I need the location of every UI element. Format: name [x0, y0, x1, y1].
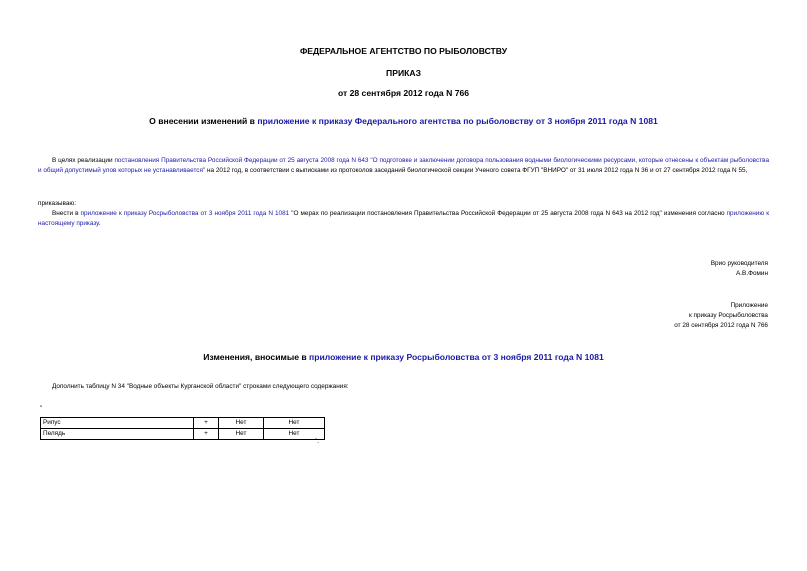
instruction-text: Дополнить таблицу N 34 "Водные объекты Курганской области" строками следующего содержания:: [52, 383, 349, 390]
doc-type: ПРИКАЗ: [386, 68, 421, 78]
doc-date: от 28 сентября 2012 года N 766: [337, 88, 470, 98]
table-cell-value: Нет: [219, 429, 264, 440]
appendix-date: от 28 сентября 2012 года N 766: [674, 322, 768, 329]
table-cell-mark: +: [194, 418, 219, 429]
table-cell-species: Пелядь: [41, 429, 194, 440]
signature-name: А.В.Фомин: [736, 270, 768, 277]
preamble-text-2: на 2012 год, в соответствии с выписками из протоколов заседаний биологической секции Ученого совета ФГУП "ВНИРО" от 31 июля 2012 года N 36 и от 27 сентября 2012 года N 55,: [205, 167, 748, 174]
agency-name: ФЕДЕРАЛЬНОЕ АГЕНТСТВО ПО РЫБОЛОВСТВУ: [299, 46, 508, 56]
table-cell-species: Рипус: [41, 418, 194, 429]
preamble-link[interactable]: постановления Правительства Российской Федерации от 25 августа 2008 года N 643 "О подготовке и заключении договора пользования водными биологическими ресурсами, которые отнесены к объектам рыболовства и общий допустимый улов которых не устанавливается": [38, 157, 769, 174]
quote-close: ".: [315, 438, 320, 445]
appendix-to: к приказу Росрыболовства: [688, 312, 768, 319]
table-cell-value: Нет: [264, 429, 325, 440]
table-row: [41, 429, 325, 440]
changes-title: [0, 352, 807, 362]
order-text-2: "О мерах по реализации постановления Правительства Российской Федерации от 25 августа 2008 года N 643 на 2012 год" изменения согласно: [289, 210, 727, 217]
signature-position: Врио руководителя: [710, 260, 768, 267]
changes-title-prefix: Изменения, вносимые в: [203, 352, 310, 362]
changes-title-link[interactable]: приложение к приказу Росрыболовства от 3 ноября 2011 года N 1081: [309, 352, 604, 362]
order-link-1[interactable]: приложение к приказу Росрыболовства от 3 ноября 2011 года N 1081: [80, 210, 290, 217]
preamble-paragraph: [38, 156, 769, 176]
document-title: [0, 116, 807, 126]
fish-table: [40, 417, 325, 440]
order-text-1: Внести в: [52, 210, 81, 217]
title-link[interactable]: приложение к приказу Федерального агентства по рыболовству от 3 ноября 2011 года N 1081: [257, 116, 658, 126]
preamble-text-1: В целях реализации: [52, 157, 115, 164]
table-row: [41, 418, 325, 429]
order-text-3: .: [98, 220, 101, 227]
table-cell-mark: +: [194, 429, 219, 440]
order-word: приказываю:: [38, 200, 76, 207]
order-paragraph: [38, 209, 769, 229]
table-cell-value: Нет: [219, 418, 264, 429]
title-prefix: О внесении изменений в: [149, 116, 258, 126]
order-link-2[interactable]: приложению к настоящему приказу: [38, 210, 769, 227]
table-cell-value: Нет: [264, 418, 325, 429]
appendix-label: Приложение: [730, 302, 768, 309]
quote-open: ": [40, 405, 43, 412]
